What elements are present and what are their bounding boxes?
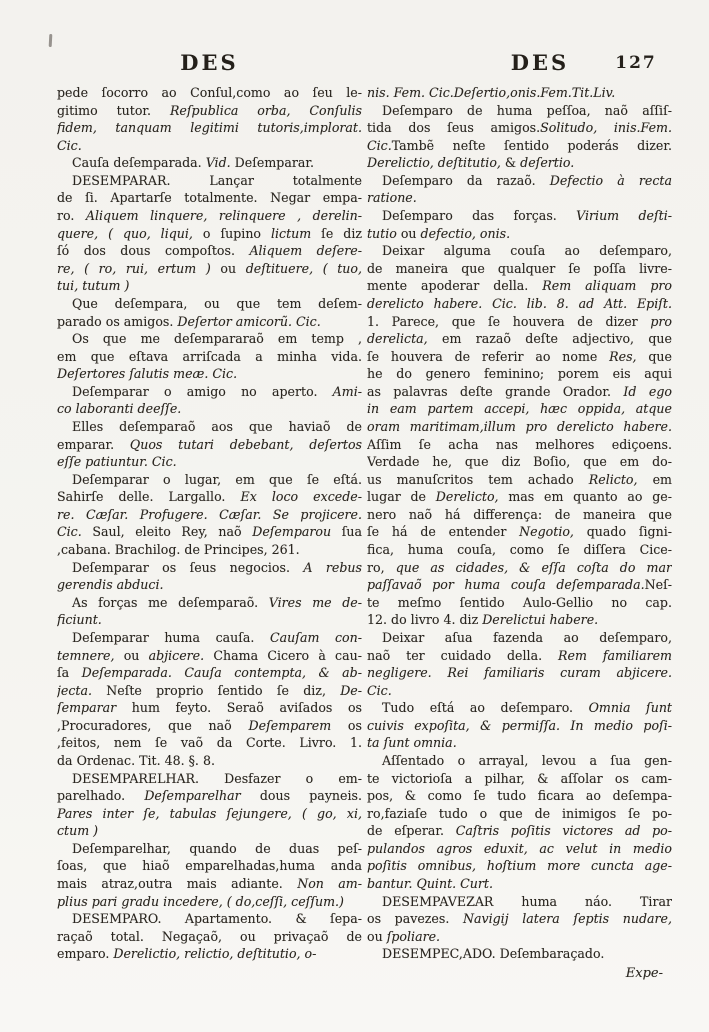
latin-italic-text: Deſertores ſalutis meæ. Cic. [57,366,238,382]
catchword: Expe- [625,966,663,981]
text-line: mais atraz,outra mais adiante. Non am- [57,876,362,892]
latin-italic-text: Derelictui habere. [482,612,599,628]
latin-italic-text: gerendis abduci. [57,577,164,593]
text-line: da Ordenac. Tit. 48. §. 8. [57,752,215,768]
page-header [0,50,709,78]
latin-italic-text: A rebus [303,559,362,575]
text-line [57,805,362,823]
latin-italic-text: re. Cæſar. Profugere. Cæſar. Se projicere. [57,506,362,522]
latin-italic-text: tui, tutum ) [57,278,130,294]
latin-italic-text: Deſemparem [248,717,332,733]
text-line: Cic. Saul, eleito Rey, naõ Deſemparou ſua [57,524,362,540]
latin-italic-text: paſſavaõ por huma couſa deſemparada. [367,577,645,593]
latin-italic-text: lictum [270,225,312,241]
text-line: as palavras deſte grande Orador. Id ego [367,383,672,399]
latin-italic-text: negligere. Rei familiaris curam abjicere. [367,665,672,681]
latin-italic-text: temnere, [57,647,115,663]
text-line: ſoas, que hiaõ emparelhadas,huma anda [57,858,362,874]
latin-italic-text: Navigij latera ſeptis nudare, [462,911,672,927]
latin-italic-text: Quos tutari debebant, deſertos [129,436,362,452]
text-line [57,277,362,295]
latin-italic-text: Non am- [297,876,362,892]
latin-italic-text: De- [340,682,362,698]
latin-italic-text: jecta. [57,682,92,698]
text-line: emparo. Derelictio, relictio, deſtitutio, o- [57,946,317,962]
text-line: Deſemparar o lugar, em que ſe eſtá. [72,471,362,487]
latin-italic-text: Solitudo, inis.Fem. [540,120,672,136]
latin-italic-text: Virium deſti- [576,208,672,224]
text-line: Deixar alguma couſa ao deſemparo, [382,243,672,259]
text-line: ro, que as cidades, & eſſa coſta do mar [367,559,672,575]
latin-italic-text: derelicto habere. Cic. lib. 8. ad Att. Epiſt. [367,295,672,311]
latin-italic-text: co laboranti deeſſe. [57,401,182,417]
latin-italic-text: derelicta, [367,331,428,347]
latin-italic-text: Deſertor amicorũ. Cic. [177,313,321,329]
text-line: DESEMPEC,ADO. Deſembaraçado. [382,946,605,962]
text-line: he do genero feminino; porem eis aqui [367,366,672,382]
latin-italic-text: Cic. [367,137,392,153]
text-line [57,119,362,137]
text-line: Sahirſe delle. Largallo. Ex loco excede- [57,489,362,505]
latin-italic-text: Negotio, [519,524,574,540]
text-line: Aſſim ſe acha nas melhores ediçoens. [367,436,672,452]
text-line: Aſſentado o arrayal, levou a ſua gen- [382,752,672,768]
latin-italic-text: Id ego [623,383,672,399]
latin-italic-text: Derelicto, [435,489,499,505]
latin-italic-text: oram maritimam,illum pro derelicto habere. [367,418,672,434]
text-line: de maneira que qualquer ſe poſſa livre- [367,260,672,276]
text-line: Cic.Tambẽ neſte ſentido poderás dizer. [367,137,672,153]
text-line: Derelictio, deſtitutio, & deſertio. [367,155,575,171]
text-line: te meſmo ſentido Aulo-Gellio no cap. [367,594,672,610]
latin-italic-text: fidem, tanquam legitimi tutoris,implorat. [57,120,362,136]
latin-italic-text: ctum ) [57,823,99,839]
latin-italic-text: Vid. [205,155,231,171]
latin-italic-text: plius pari gradu incedere, ( do,ceſſi, ceſſum.) [57,893,344,909]
text-line: Deixar aſua fazenda ao deſemparo, [382,629,672,645]
text-column-right [367,84,672,968]
text-line [367,400,672,418]
text-line: DESEMPAVEZAR huma náo. Tirar [382,893,672,909]
latin-italic-text: Reſpublica orba, Conſulis [169,102,362,118]
text-line [367,717,672,735]
latin-italic-text: Vires me de- [268,594,362,610]
latin-italic-text: ratione. [367,190,417,206]
text-line: Tudo eſtá ao deſemparo. Omnia ſunt [382,700,672,716]
text-line: Deſemparo das forças. Virium deſti- [382,208,672,224]
text-line: Os que me deſempararaõ em temp , [72,331,362,347]
text-line: gitimo tutor. Reſpublica orba, Conſulis [57,102,362,118]
latin-italic-text: ſpoliare. [386,928,441,944]
text-line: ſe houvera de referir ao nome Res, que [367,348,672,364]
text-line [57,400,362,418]
text-line: 1. Parece, que ſe houvera de dizer pro [367,313,672,329]
latin-italic-text: Derelictio, deſtitutio, [367,155,501,171]
text-line: 12. do livro 4. diz Derelictui habere. [367,612,599,628]
text-line: mente apoderar della. Rem aliquam pro [367,278,672,294]
text-line: ,Procuradores, que naõ Deſemparem os [57,717,362,733]
latin-italic-text: ta ſunt omnia. [367,735,457,751]
text-line: de eſperar. Caſtris poſitis victores ad po- [367,823,672,839]
text-line: ſe há de entender Negotio, quado ſigni- [367,524,672,540]
latin-italic-text: nis. Fem. Cic.Deſertio,onis.Fem.Tit.Liv. [367,85,616,100]
text-line: emparar. Quos tutari debebant, deſertos [57,436,362,452]
latin-italic-text: eſſe patiuntur. Cic. [57,454,177,470]
text-line: ,cabana. Brachilog. de Principes, 261. [57,542,300,558]
text-line: Deſemparo de huma peſſoa, naõ aſſiſ- [382,102,672,118]
latin-italic-text: Deſemparelhar [144,788,241,804]
text-line: temnere, ou abjicere. Chama Cicero à cau- [57,647,362,663]
text-line: Deſemparo da razaõ. Defectio à recta [382,172,672,188]
latin-italic-text: cuivis expoſita, & permiſſa. In medio poſi- [367,717,672,733]
latin-italic-text: pulandos agros eduxit, ac velut in medio [367,840,672,856]
text-line [367,734,672,752]
text-line: fica, huma couſa, como ſe diſſera Cice- [367,542,672,558]
text-line: Verdade he, que diz Boſio, que em do- [367,454,672,470]
text-line: ro. Aliquem linquere, relinquere , derelin- [57,208,362,224]
latin-italic-text: Cic. [57,137,82,153]
text-line: Deſemparelhar, quando de duas peſ- [72,840,362,856]
text-line [57,365,362,383]
latin-italic-text: Pares inter ſe, tabulas ſejungere, ( go, xi, [57,805,362,821]
ink-speck [49,34,53,47]
latin-italic-text: Cauſam con- [270,629,362,645]
text-line: parado os amigos. Deſertor amicorũ. Cic. [57,313,321,329]
latin-italic-text: Res, [609,348,637,364]
text-line [57,137,362,155]
text-line: nero naõ há differença: de maneira que [367,506,672,522]
text-line: ,feitos, nem ſe vaõ da Corte. Livro. 1. [57,735,362,751]
text-line [57,893,362,911]
text-line: em que eſtava arriſcada a minha vida. [57,348,362,364]
latin-italic-text: Aliquem linquere, relinquere , derelin- [85,208,362,224]
running-title-left: DES [180,50,239,75]
text-line: ſó dos dous compoſtos. Aliquem deſere- [57,243,362,259]
text-line: derelicta, em razaõ deſte adjectivo, que [367,331,672,347]
text-line [367,84,672,102]
text-line: jecta. Neſte proprio ſentido ſe diz, De- [57,682,362,698]
latin-italic-text: Rem familiarem [558,647,672,663]
text-line: Deſemparar os ſeus negocios. A rebus [72,559,362,575]
text-line: Deſemparar huma cauſa. Cauſam con- [72,629,362,645]
text-line: re, ( ro, rui, ertum ) ou deſtituere, ( tuo, [57,260,362,276]
text-line: ro,faziaſe tudo o que de inimigos ſe po- [367,805,672,821]
text-line [57,822,362,840]
latin-italic-text: deſertio. [520,155,575,171]
latin-italic-text: Cic. [57,524,82,540]
text-line: Elles deſemparaõ aos que haviaõ de [72,418,362,434]
latin-italic-text: Ex loco excede- [240,489,362,505]
latin-italic-text: re, ( ro, rui, ertum ) [57,260,211,276]
text-line [57,576,362,594]
text-line: As forças me deſemparaõ. Vires me de- [72,594,362,610]
text-line: DESEMPARO. Apartamento. & ſepa- [72,911,362,927]
text-line: quere, ( quo, liqui, o ſupino lictum ſe diz [57,225,362,241]
text-line: ou ſpoliare. [367,928,441,944]
page-number: 127 [615,53,657,73]
text-line [367,189,672,207]
text-line: Cauſa deſemparada. Vid. Deſemparar. [72,155,315,171]
text-line [367,857,672,875]
text-line: Que deſempara, ou que tem deſem- [72,295,362,311]
text-line: pede ſocorro ao Conſul,como ao ſeu le- [57,85,362,100]
text-line [57,453,362,471]
text-line: tida dos ſeus amigos.Solitudo, inis.Fem. [367,120,672,136]
text-line: os pavezes. Navigij latera ſeptis nudare, [367,911,672,927]
text-line [367,875,672,893]
text-line: te victorioſa a pilhar, & aſſolar os cam- [367,770,672,786]
latin-italic-text: Aliquem deſere- [249,243,362,259]
text-line: DESEMPARAR. Lançar totalmente [72,172,362,188]
text-line [367,840,672,858]
text-line: ſa Deſemparada. Cauſa contempta, & ab- [57,665,362,681]
latin-italic-text: ficiunt. [57,612,102,628]
text-line: us manuſcritos tem achado Relicto, em [367,471,672,487]
text-line: tutio ou defectio, onis. [367,225,511,241]
text-line: lugar de Derelicto, mas em quanto ao ge- [367,489,672,505]
text-line: naõ ter cuidado della. Rem familiarem [367,647,672,663]
latin-italic-text: pro [650,313,672,329]
text-line: pos, & como ſe tudo ficara ao deſempa- [367,788,672,804]
latin-italic-text: abjicere. [148,647,205,663]
text-line: DESEMPARELHAR. Desfazer o em- [72,770,362,786]
latin-italic-text: Cic. [367,682,392,698]
latin-italic-text: que as cidades, & eſſa coſta do mar [395,559,672,575]
latin-italic-text: bantur. Quint. Curt. [367,876,493,892]
latin-italic-text: deſtituere, ( tuo, [245,260,362,276]
latin-italic-text: Relicto, [588,471,638,487]
text-line [367,418,672,436]
latin-italic-text: quere, ( quo, liqui, [57,225,193,241]
text-line [367,682,672,700]
latin-italic-text: Omnia ſunt [588,700,672,716]
text-line [367,664,672,682]
text-line: paſſavaõ por huma couſa deſemparada.Neſ- [367,577,672,593]
text-line: raçaõ total. Negaçaõ, ou privaçaõ de [57,928,362,944]
latin-italic-text: Defectio à recta [549,172,672,188]
text-line: de ſi. Apartarſe totalmente. Negar empa- [57,190,362,206]
text-line: Deſemparar o amigo no aperto. Ami- [72,383,362,399]
latin-italic-text: Rem aliquam pro [542,278,672,294]
latin-italic-text: tutio [367,225,397,241]
latin-italic-text: poſitis omnibus, hoſtium more cuncta age- [367,858,672,874]
running-title-right: DES [510,50,570,75]
text-line [57,611,362,629]
latin-italic-text: in eam partem accepi, hæc oppida, atque [367,401,672,417]
text-line: parelhado. Deſemparelhar dous payneis. [57,788,362,804]
text-line [57,506,362,524]
latin-italic-text: Deſemparada. Cauſa contempta, & ab- [81,665,362,681]
latin-italic-text: Derelictio, relictio, deſtitutio, o- [113,946,317,962]
text-column-left [57,84,362,968]
text-line [367,295,672,313]
text-line: ſemparar hum feyto. Seraõ aviſados os [57,700,362,716]
latin-italic-text: ſemparar [57,700,117,716]
latin-italic-text: Deſemparou [252,524,332,540]
latin-italic-text: Ami- [332,383,362,399]
latin-italic-text: Caſtris poſitis victores ad po- [455,823,672,839]
latin-italic-text: defectio, onis. [420,225,511,241]
